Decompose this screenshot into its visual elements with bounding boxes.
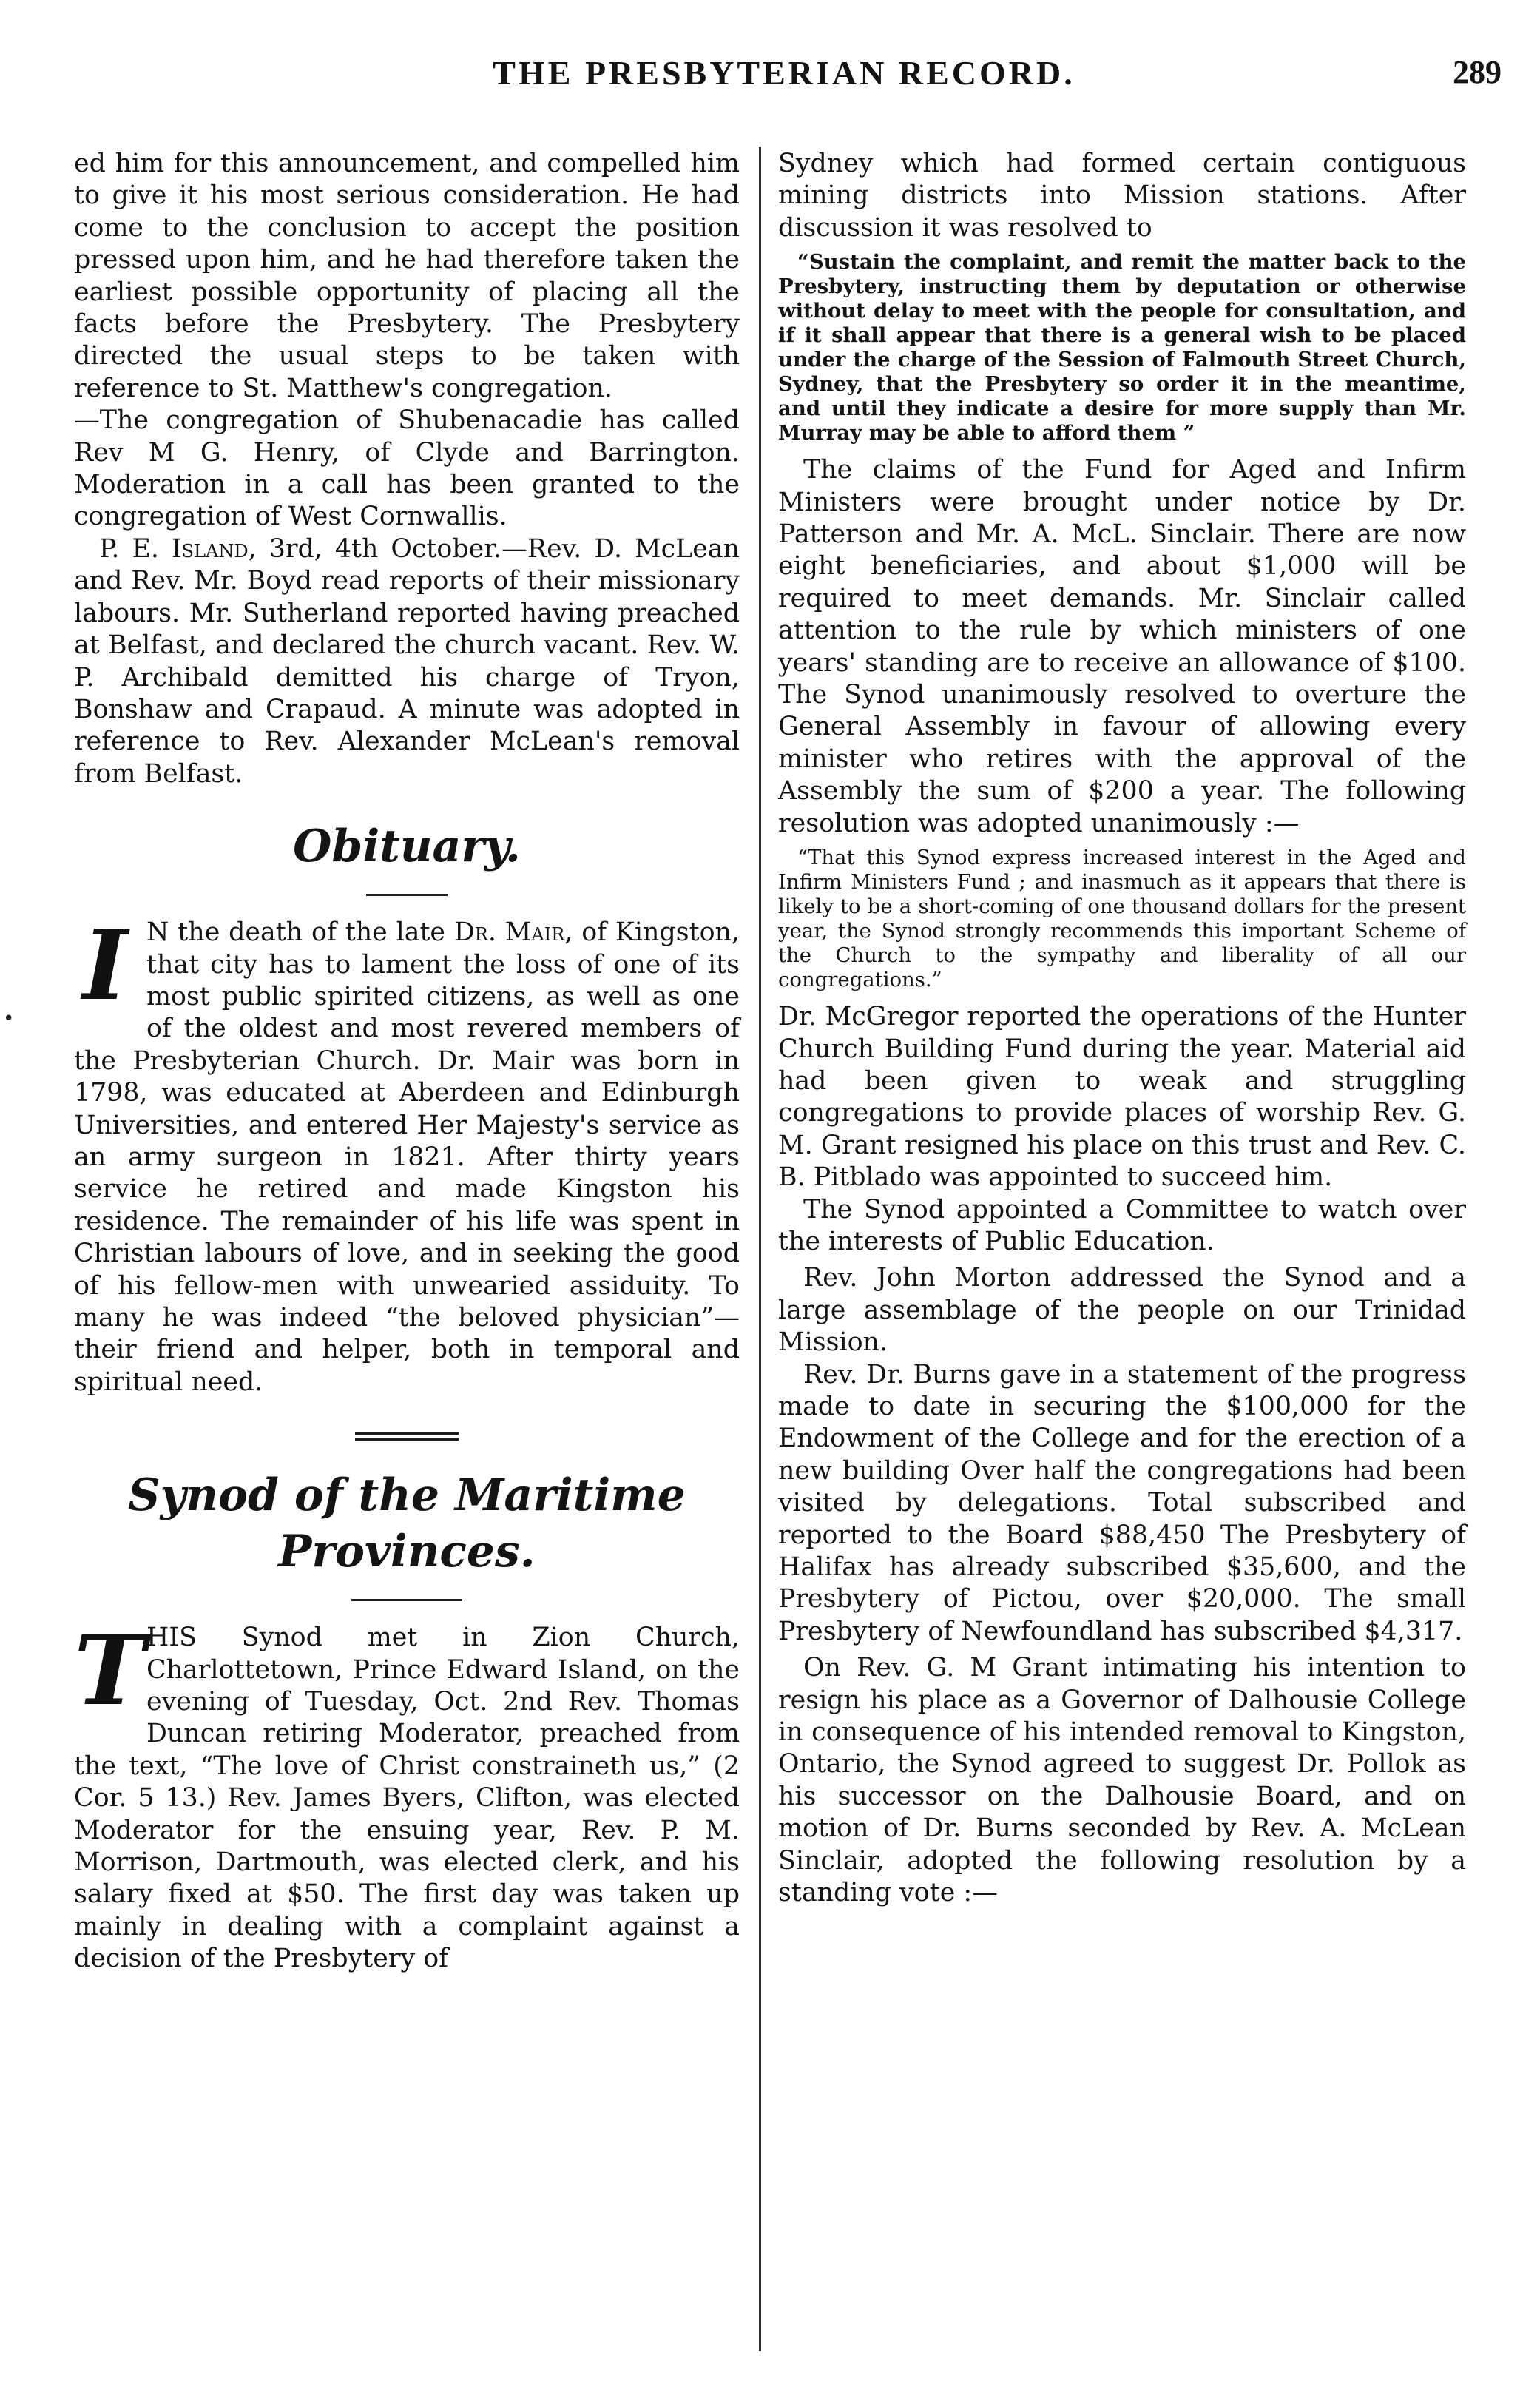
pei-text: 3rd, 4th October.—Rev. D. McLean and Rev. Mr. Boyd read reports of their missionary labours. Mr. Sutherland reported having preached at Belfast, and declared the church vacant. Rev. W. P. Archibald demitted his charge of Tryon, Bonshaw and Crapaud. A minute was adopted in reference to Rev. Alexander McLean's removal from Belfast. xyxy=(74,533,740,789)
synod-rule xyxy=(351,1599,462,1601)
right-paragraph-6: Rev. Dr. Burns gave in a statement of the progress made to date in securing the $100,000 for the Endowment of the College and for the erection of a new building Over half the congregations had been visited by delegations. Total subscribed and reported to the Board $88,450 The Presbytery of Halifax has already subscribed $35,600, and the Presbytery of Pictou, over $20,000. The small Presbytery of Newfoundland has subscribed $4,317. xyxy=(778,1359,1466,1646)
synod-text: HIS Synod met in Zion Church, Charlottetown, Prince Edward Island, on the evening of Tuesday, Oct. 2nd Rev. Thomas Duncan retiring Moderator, preached from the text, “The love of Christ constraineth us,” (2 Cor. 5 13.) Rev. James Byers, Clifton, was elected Moderator for the ensuing year, Rev. P. M. Morrison, Dartmouth, was elected clerk, and his salary fixed at $50. The first day was taken up mainly in dealing with a complaint against a decision of the Presbytery of xyxy=(74,1623,740,1974)
obituary-dropcap: I xyxy=(82,909,128,1023)
section-double-rule xyxy=(355,1432,459,1441)
obituary-paragraph xyxy=(74,909,740,1398)
right-paragraph-5: Rev. John Morton addressed the Synod and a large assemblage of the people on our Trinidad Mission. xyxy=(778,1263,1466,1358)
margin-dot: • xyxy=(3,1008,15,1030)
right-column xyxy=(778,148,1466,1909)
page-number: 289 xyxy=(1453,54,1502,90)
left-paragraph-1: ed him for this announcement, and compelled him to give it his most serious consideration. He had come to the conclusion to accept the position pressed upon him, and he had therefore taken the earliest possible opportunity of placing all the facts before the Presbytery. The Presbytery directed the usual steps to be taken with reference to St. Matthew's congregation. xyxy=(74,149,740,403)
running-head xyxy=(67,53,1502,105)
left-column xyxy=(74,148,740,1976)
right-paragraph-3: Dr. McGregor reported the operations of the Hunter Church Building Fund during the year. Material aid had been given to weak and struggling congregations to provide places of worship Rev. G. M. Grant resigned his place on this trust and Rev. C. B. Pitblado was appointed to succeed him. xyxy=(778,1002,1466,1193)
running-title: THE PRESBYTERIAN RECORD. xyxy=(493,54,1075,92)
right-paragraph-1: Sydney which had formed certain contiguous mining districts into Mission stations. After discussion it was resolved to xyxy=(778,149,1466,243)
obituary-name: Dr. Mair xyxy=(453,917,565,948)
obituary-rule xyxy=(366,894,448,896)
quote-complaint: “Sustain the complaint, and remit the matter back to the Presbytery, instructing them by deputation or otherwise without delay to meet with the people for consultation, and if it shall appear that there is a general wish to be placed under the charge of the Session of Falmouth Street Church, Sydney, that the Presbytery so order it in the meantime, and until they indicate a desire for more supply than Mr. Murray may be able to afford them ” xyxy=(778,250,1466,445)
left-paragraph-3 xyxy=(74,533,740,790)
synod-dropcap: T xyxy=(74,1614,146,1728)
synod-paragraph xyxy=(74,1614,740,1975)
column-divider xyxy=(759,147,761,2351)
right-paragraph-7: On Rev. G. M Grant intimating his intention to resign his place as a Governor of Dalhousie College in consequence of his intended removal to Kingston, Ontario, the Synod agreed to suggest Dr. Pollok as his successor on the Dalhousie Board, and on motion of Dr. Burns seconded by Rev. A. McLean Sinclair, adopted the following resolution by a standing vote :— xyxy=(778,1653,1466,1908)
obituary-heading: Obituary. xyxy=(293,821,521,873)
quote-resolution: “That this Synod express increased interest in the Aged and Infirm Ministers Fund ; and inasmuch as it appears that there is likely to be a short-coming of one thousand dollars for the present year, the Synod strongly recommends this important Scheme of the Church to the sympathy and liberality of all our congregations.” xyxy=(778,846,1466,992)
synod-heading: Synod of the Maritime Provinces. xyxy=(128,1469,686,1578)
obituary-text-before: N the death of the late xyxy=(146,917,454,948)
right-paragraph-2: The claims of the Fund for Aged and Infirm Ministers were brought under notice by Dr. Patterson and Mr. A. McL. Sinclair. There are now eight beneficiaries, and about $1,000 will be required to meet demands. Mr. Sinclair called attention to the rule by which ministers of one years' standing are to receive an allowance of $100. The Synod unanimously resolved to overture the General Assembly in favour of allowing every minister who retires with the approval of the Assembly the sum of $200 a year. The following resolution was adopted unanimously :— xyxy=(778,455,1466,838)
left-paragraph-2: —The congregation of Shubenacadie has called Rev M G. Henry, of Clyde and Barrington. Moderation in a call has been granted to the congregation of West Cornwallis. xyxy=(74,405,740,532)
spacer xyxy=(74,1398,740,1432)
obituary-text: , of Kingston, that city has to lament the loss of one of its most public spirited citizens, as well as one of the oldest and most revered members of the Presbyterian Church. Dr. Mair was born in 1798, was educated at Aberdeen and Edinburgh Universities, and entered Her Majesty's service as an army surgeon in 1821. After thirty years service he retired and made Kingston his residence. The remainder of his life was spent in Christian labours of love, and in seeking the good of his fellow-men with unwearied assiduity. To many he was indeed “the beloved physician”—their friend and helper, both in temporal and spiritual need. xyxy=(74,917,740,1397)
pei-lead: P. E. Island, xyxy=(99,533,257,564)
right-paragraph-4: The Synod appointed a Committee to watch over the interests of Public Education. xyxy=(778,1194,1466,1256)
